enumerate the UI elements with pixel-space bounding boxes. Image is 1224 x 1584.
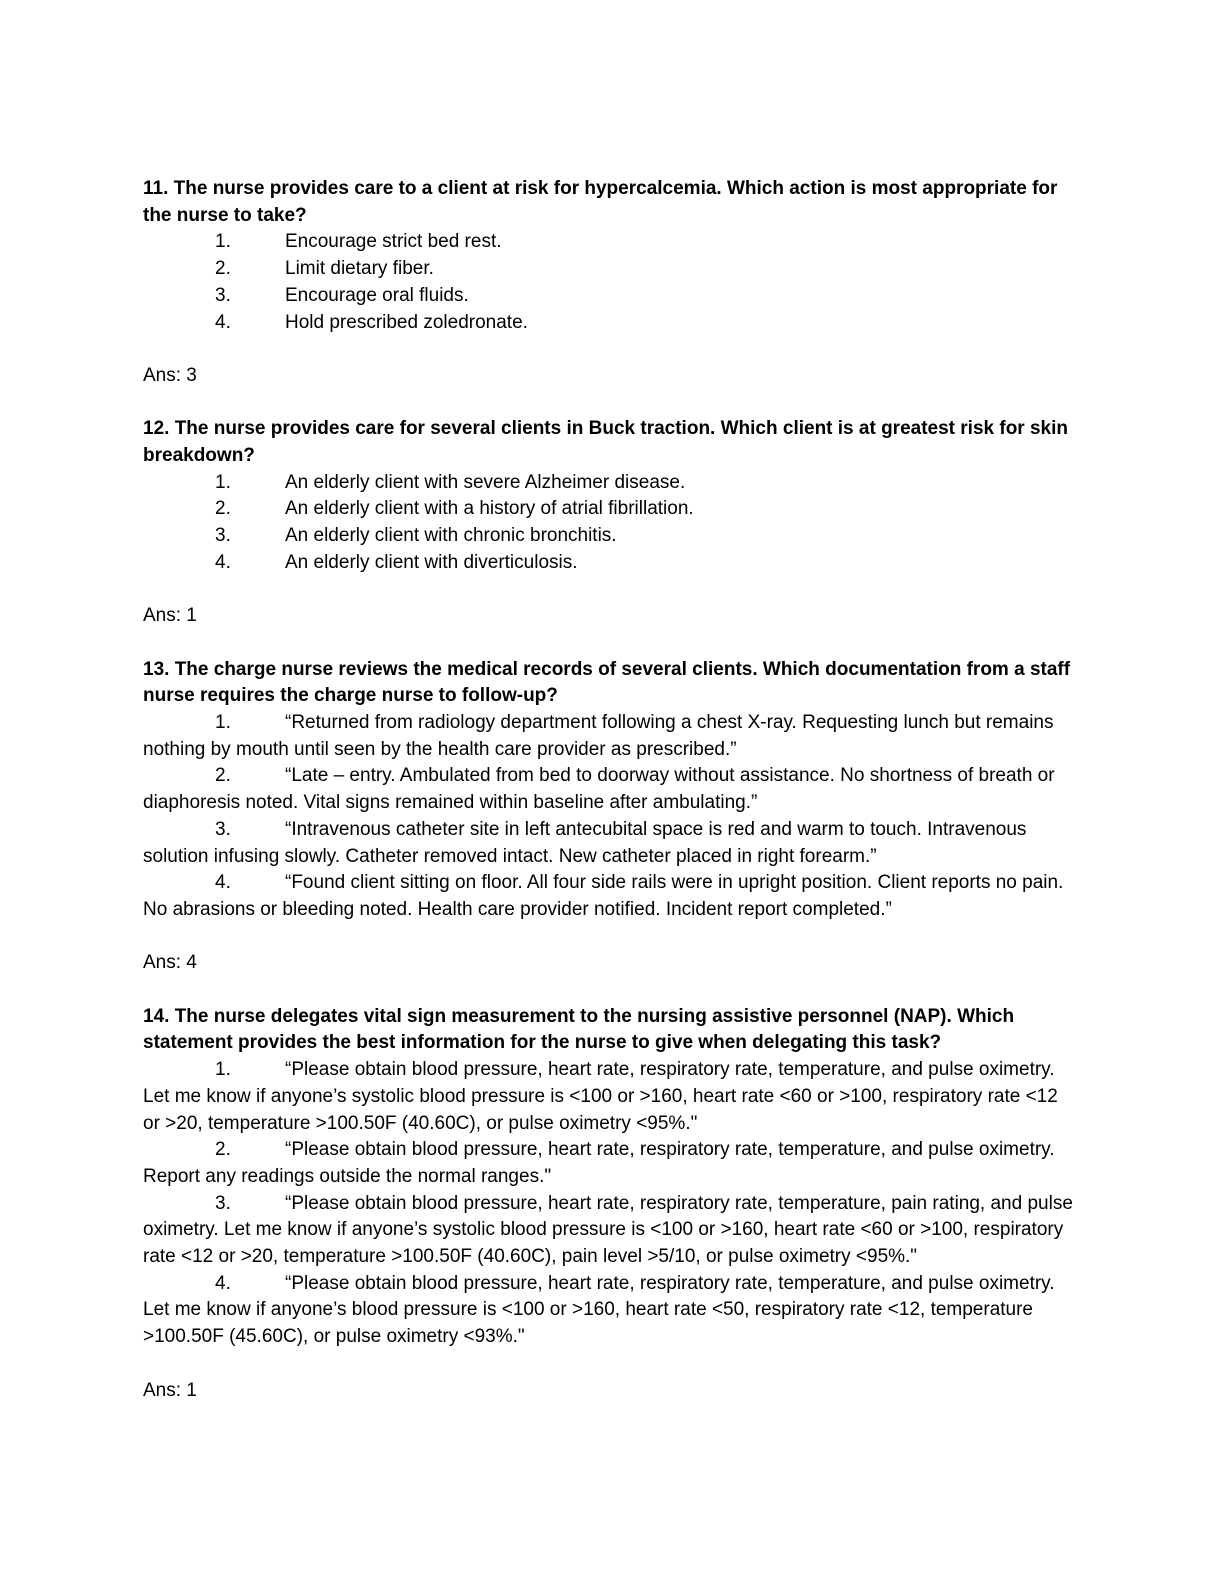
option-number: 1. <box>215 471 231 493</box>
option-text: “Please obtain blood pressure, heart rate, respiratory rate, temperature, and pulse oximetry. Let me know if anyone’s systolic blood pressure is <100 or >160, heart rate <60 or >100, respiratory rate <12 or >20, temperature >100.50F (40.60C), or pulse oximetry <95%." <box>143 1059 1058 1134</box>
option-text: An elderly client with severe Alzheimer disease. <box>285 471 686 493</box>
option-list <box>143 1057 1073 1351</box>
option-number: 3. <box>215 525 231 547</box>
option-item <box>143 283 1073 310</box>
option-item <box>143 496 1073 523</box>
question-12 <box>143 416 1073 630</box>
question-14 <box>143 1004 1073 1405</box>
option-text: “Please obtain blood pressure, heart rate, respiratory rate, temperature, and pulse oximetry. Report any readings outside the normal ranges." <box>143 1139 1055 1187</box>
option-item <box>143 256 1073 283</box>
option-item <box>143 523 1073 550</box>
option-text: An elderly client with a history of atrial fibrillation. <box>285 498 694 520</box>
option-number: 4. <box>215 551 231 573</box>
option-item <box>143 550 1073 577</box>
option-item <box>143 470 1073 497</box>
option-list <box>143 229 1073 336</box>
question-13 <box>143 657 1073 977</box>
question-stem: 13. The charge nurse reviews the medical records of several clients. Which documentation from a staff nurse requires the charge nurse to follow-up? <box>143 658 1071 707</box>
option-text: “Please obtain blood pressure, heart rate, respiratory rate, temperature, pain rating, and pulse oximetry. Let me know if anyone’s systolic blood pressure is <100 or >160, heart rate <60 or >100, respiratory rate <12 or >20, temperature >100.50F (40.60C), pain level >5/10, or pulse oximetry <95%." <box>143 1192 1073 1268</box>
answer-line: Ans: 4 <box>143 952 197 974</box>
option-item <box>143 1191 1073 1271</box>
option-item <box>143 310 1073 337</box>
option-text: An elderly client with diverticulosis. <box>285 551 578 573</box>
document-body <box>143 176 1073 1431</box>
option-item <box>143 1271 1073 1351</box>
option-number: 2. <box>215 498 231 520</box>
option-item <box>143 229 1073 256</box>
option-list <box>143 710 1073 924</box>
option-number: 4. <box>215 311 231 333</box>
option-item <box>143 870 1073 923</box>
option-number: 2. <box>215 1139 231 1161</box>
option-number: 3. <box>215 1192 231 1214</box>
option-text: “Late – entry. Ambulated from bed to doorway without assistance. No shortness of breath or diaphoresis noted. Vital signs remained within baseline after ambulating.” <box>143 765 1055 814</box>
option-number: 1. <box>215 1059 231 1081</box>
option-text: Encourage oral fluids. <box>285 284 469 306</box>
option-item <box>143 1137 1073 1190</box>
option-number: 1. <box>215 712 231 733</box>
question-stem: 11. The nurse provides care to a client at risk for hypercalcemia. Which action is most appropriate for the nurse to take? <box>143 178 1058 226</box>
option-number: 2. <box>215 765 231 787</box>
option-text: “Returned from radiology department following a chest X-ray. Requesting lunch but remains nothing by mouth until seen by the health care provider as prescribed.” <box>143 712 1054 760</box>
option-text: Encourage strict bed rest. <box>285 231 502 253</box>
option-number: 4. <box>215 1272 231 1294</box>
option-number: 4. <box>215 872 231 894</box>
option-number: 1. <box>215 231 231 253</box>
option-number: 3. <box>215 284 231 306</box>
option-text: Hold prescribed zoledronate. <box>285 311 528 333</box>
question-11 <box>143 176 1073 390</box>
option-item <box>143 1057 1073 1137</box>
question-stem: 14. The nurse delegates vital sign measurement to the nursing assistive personnel (NAP). Which statement provides the best information for the nurse to give when delegating this task? <box>143 1005 1015 1054</box>
option-text: “Please obtain blood pressure, heart rate, respiratory rate, temperature, and pulse oximetry. Let me know if anyone’s blood pressure is <100 or >160, heart rate <50, respiratory rate <12, temperature >100.50F (45.60C), or pulse oximetry <93%." <box>143 1272 1055 1348</box>
option-text: Limit dietary fiber. <box>285 258 434 280</box>
option-item <box>143 817 1073 870</box>
answer-line: Ans: 3 <box>143 364 197 386</box>
option-number: 2. <box>215 258 231 280</box>
option-number: 3. <box>215 818 231 840</box>
option-text: “Found client sitting on floor. All four side rails were in upright position. Client reports no pain. No abrasions or bleeding noted. Health care provider notified. Incident report completed.” <box>143 872 1064 920</box>
option-text: An elderly client with chronic bronchitis. <box>285 525 617 547</box>
answer-line: Ans: 1 <box>143 1379 197 1401</box>
question-stem: 12. The nurse provides care for several clients in Buck traction. Which client is at greatest risk for skin breakdown? <box>143 418 1068 466</box>
option-item <box>143 710 1073 763</box>
option-item <box>143 763 1073 816</box>
option-list <box>143 470 1073 577</box>
answer-line: Ans: 1 <box>143 605 197 627</box>
option-text: “Intravenous catheter site in left antecubital space is red and warm to touch. Intravenous solution infusing slowly. Catheter removed intact. New catheter placed in right forearm.” <box>143 818 1027 867</box>
